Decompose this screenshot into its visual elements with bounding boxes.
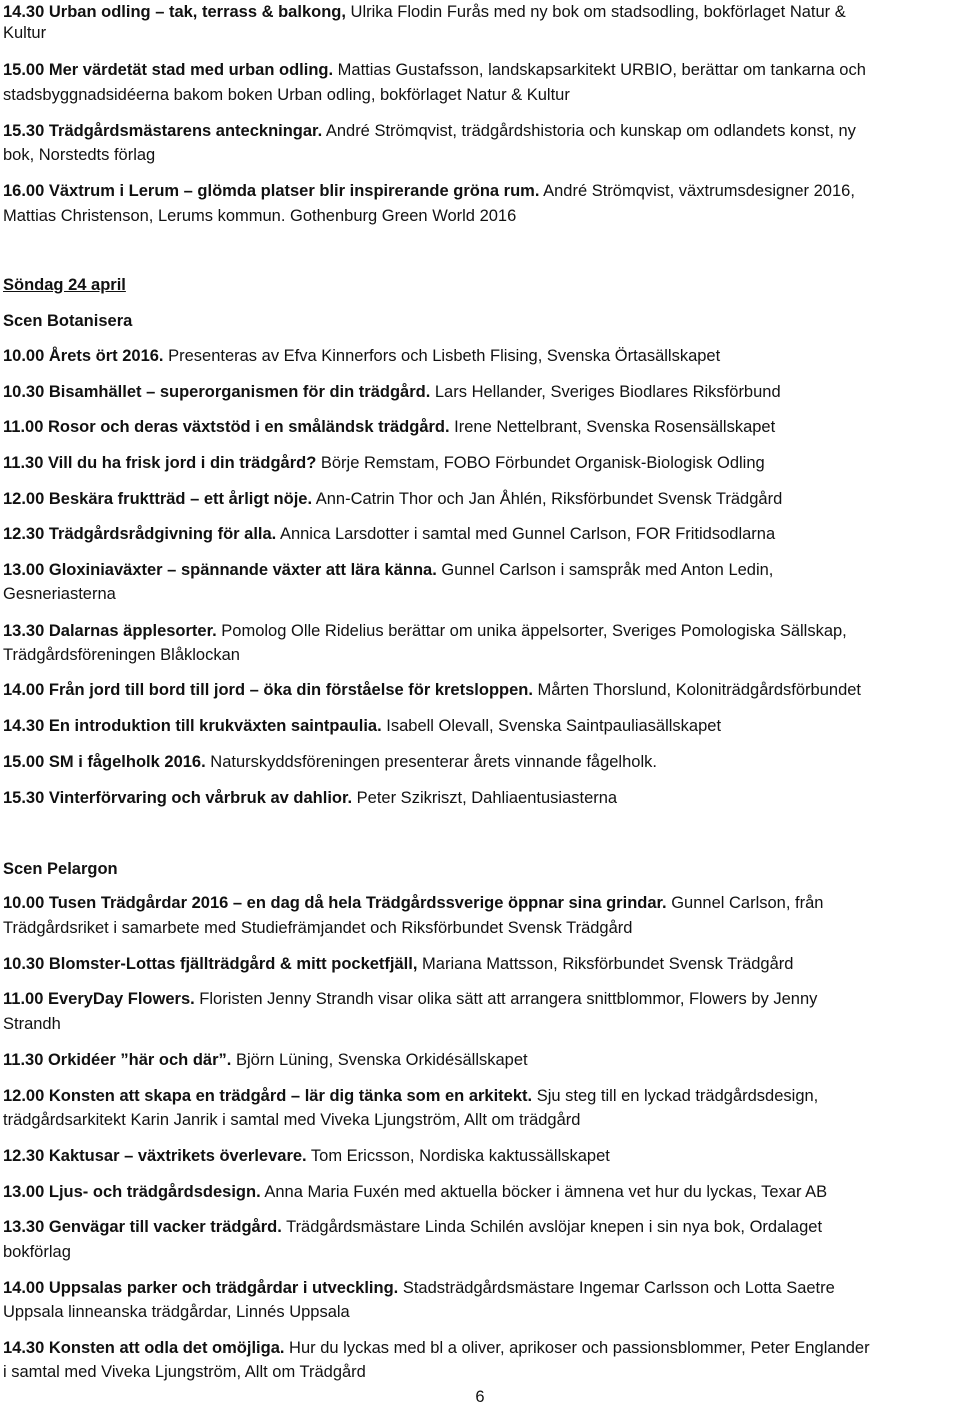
- item-description: Stadsträdgårdsmästare Ingemar Carlsson och Lotta Saetre: [398, 1279, 835, 1297]
- program-item: [3, 451, 952, 476]
- program-item: [3, 179, 952, 204]
- item-description: Mårten Thorslund, Koloniträdgårdsförbundet: [532, 681, 862, 699]
- item-description: Ulrika Flodin Furås med ny bok om stadsodling, bokförlaget Natur &: [345, 3, 846, 21]
- item-title: 11.30 Vill du ha frisk jord i din trädgård?: [3, 454, 317, 472]
- program-item-continued: i samtal med Viveka Ljungström, Allt om Trädgård: [3, 1363, 366, 1381]
- item-title: 13.00 Ljus- och trädgårdsdesign.: [3, 1183, 261, 1201]
- day-heading: Söndag 24 april: [3, 276, 126, 294]
- program-item: [3, 558, 952, 583]
- program-item: [3, 952, 952, 977]
- program-item-continued: Trädgårdsriket i samarbete med Studiefrämjandet och Riksförbundet Svensk Trädgård: [3, 919, 633, 937]
- program-item-continued: bokförlag: [3, 1243, 71, 1261]
- program-item: [3, 1084, 952, 1109]
- item-description: Sju steg till en lyckad trädgårdsdesign,: [532, 1087, 819, 1105]
- item-title: 14.30 Konsten att odla det omöjliga.: [3, 1339, 285, 1357]
- program-item-continued: stadsbyggnadsidéerna bakom boken Urban odling, bokförlaget Natur & Kultur: [3, 86, 570, 104]
- program-item-continued: Uppsala linneanska trädgårdar, Linnés Uppsala: [3, 1303, 350, 1321]
- program-item: [3, 1048, 952, 1073]
- program-item-continued: Mattias Christenson, Lerums kommun. Gothenburg Green World 2016: [3, 207, 517, 225]
- item-description: André Strömqvist, trädgårdshistoria och kunskap om odlandets konst, ny: [322, 122, 856, 140]
- program-item: [3, 119, 952, 144]
- program-item: [3, 750, 952, 775]
- item-title: 16.00 Växtrum i Lerum – glömda platser blir inspirerande gröna rum.: [3, 182, 540, 200]
- item-description: Presenteras av Efva Kinnerfors och Lisbeth Flising, Svenska Örtasällskapet: [163, 347, 721, 365]
- item-title: 10.00 Årets ört 2016.: [3, 347, 164, 365]
- item-description: Lars Hellander, Sveriges Biodlares Riksförbund: [430, 383, 781, 401]
- item-title: 10.30 Bisamhället – superorganismen för din trädgård.: [3, 383, 431, 401]
- item-description: Peter Szikriszt, Dahliaentusiasterna: [352, 789, 618, 807]
- program-item-continued: Trädgårdsföreningen Blåklockan: [3, 646, 240, 664]
- item-title: 14.30 Urban odling – tak, terrass & balkong,: [3, 3, 346, 21]
- item-description: Gunnel Carlson, från: [666, 894, 824, 912]
- item-title: 15.00 SM i fågelholk 2016.: [3, 753, 206, 771]
- program-item: [3, 1180, 952, 1205]
- item-title: 15.30 Trädgårdsmästarens anteckningar.: [3, 122, 323, 140]
- program-item: [3, 714, 952, 739]
- item-title: 14.00 Från jord till bord till jord – öka din förståelse för kretsloppen.: [3, 681, 533, 699]
- item-title: 12.30 Trädgårdsrådgivning för alla.: [3, 525, 277, 543]
- item-description: Björn Lüning, Svenska Orkidésällskapet: [231, 1051, 528, 1069]
- item-description: Irene Nettelbrant, Svenska Rosensällskapet: [449, 418, 776, 436]
- item-title: 13.30 Genvägar till vacker trädgård.: [3, 1218, 282, 1236]
- program-item: [3, 1144, 952, 1169]
- item-title: 11.00 EveryDay Flowers.: [3, 990, 195, 1008]
- item-title: 12.30 Kaktusar – växtrikets överlevare.: [3, 1147, 307, 1165]
- item-title: 15.30 Vinterförvaring och vårbruk av dahlior.: [3, 789, 353, 807]
- item-title: 15.00 Mer värdetät stad med urban odling.: [3, 61, 334, 79]
- program-item-continued: trädgårdsarkitekt Karin Janrik i samtal med Viveka Ljungström, Allt om trädgård: [3, 1111, 581, 1129]
- item-description: André Strömqvist, växtrumsdesigner 2016,: [539, 182, 855, 200]
- item-title: 11.30 Orkidéer ”här och där”.: [3, 1051, 232, 1069]
- item-description: Naturskyddsföreningen presenterar årets vinnande fågelholk.: [205, 753, 657, 771]
- item-description: Pomolog Olle Ridelius berättar om unika äppelsorter, Sveriges Pomologiska Sällskap,: [216, 622, 847, 640]
- item-title: 14.30 En introduktion till krukväxten saintpaulia.: [3, 717, 382, 735]
- program-item-continued: Kultur: [3, 24, 47, 42]
- item-title: 12.00 Konsten att skapa en trädgård – lär dig tänka som en arkitekt.: [3, 1087, 533, 1105]
- program-item: [3, 487, 952, 512]
- item-title: 13.30 Dalarnas äpplesorter.: [3, 622, 217, 640]
- program-item-continued: Gesneriasterna: [3, 585, 116, 603]
- program-item: [3, 58, 952, 83]
- program-item: [3, 786, 952, 811]
- program-item: [3, 619, 952, 644]
- program-item: [3, 1276, 952, 1301]
- program-item-continued: bok, Norstedts förlag: [3, 146, 156, 164]
- program-item: [3, 1215, 952, 1240]
- program-item: [3, 380, 952, 405]
- item-title: 14.00 Uppsalas parker och trädgårdar i utveckling.: [3, 1279, 399, 1297]
- item-description: Ann-Catrin Thor och Jan Åhlén, Riksförbundet Svensk Trädgård: [312, 490, 783, 508]
- program-item: [3, 987, 952, 1012]
- item-description: Mattias Gustafsson, landskapsarkitekt URBIO, berättar om tankarna och: [333, 61, 866, 79]
- item-title: 13.00 Gloxiniaväxter – spännande växter att lära känna.: [3, 561, 437, 579]
- item-description: Mariana Mattsson, Riksförbundet Svensk Trädgård: [417, 955, 794, 973]
- stage-heading: Scen Pelargon: [3, 860, 118, 878]
- program-item-continued: Strandh: [3, 1015, 61, 1033]
- stage-heading: Scen Botanisera: [3, 312, 133, 330]
- item-description: Isabell Olevall, Svenska Saintpauliasällskapet: [381, 717, 722, 735]
- program-item: [3, 344, 952, 369]
- item-description: Anna Maria Fuxén med aktuella böcker i ämnena vet hur du lyckas, Texar AB: [260, 1183, 828, 1201]
- item-title: 10.30 Blomster-Lottas fjällträdgård & mitt pocketfjäll,: [3, 955, 418, 973]
- program-item: [3, 522, 952, 547]
- item-description: Tom Ericsson, Nordiska kaktussällskapet: [306, 1147, 610, 1165]
- item-description: Annica Larsdotter i samtal med Gunnel Carlson, FOR Fritidsodlarna: [276, 525, 776, 543]
- item-description: Gunnel Carlson i samspråk med Anton Ledin,: [436, 561, 774, 579]
- item-description: Börje Remstam, FOBO Förbundet Organisk-Biologisk Odling: [316, 454, 765, 472]
- item-title: 10.00 Tusen Trädgårdar 2016 – en dag då hela Trädgårdssverige öppnar sina grindar.: [3, 894, 667, 912]
- program-item: [3, 891, 952, 916]
- program-item: [3, 1336, 952, 1361]
- item-description: Floristen Jenny Strandh visar olika sätt att arrangera snittblommor, Flowers by Jenny: [194, 990, 818, 1008]
- item-description: Hur du lyckas med bl a oliver, aprikoser och passionsblommer, Peter Englander: [284, 1339, 870, 1357]
- item-title: 12.00 Beskära fruktträd – ett årligt nöje.: [3, 490, 313, 508]
- program-item: [3, 678, 952, 703]
- item-title: 11.00 Rosor och deras växtstöd i en småländsk trädgård.: [3, 418, 450, 436]
- page-number: 6: [475, 1388, 485, 1406]
- item-description: Trädgårdsmästare Linda Schilén avslöjar knepen i sin nya bok, Ordalaget: [281, 1218, 823, 1236]
- program-item: [3, 415, 952, 440]
